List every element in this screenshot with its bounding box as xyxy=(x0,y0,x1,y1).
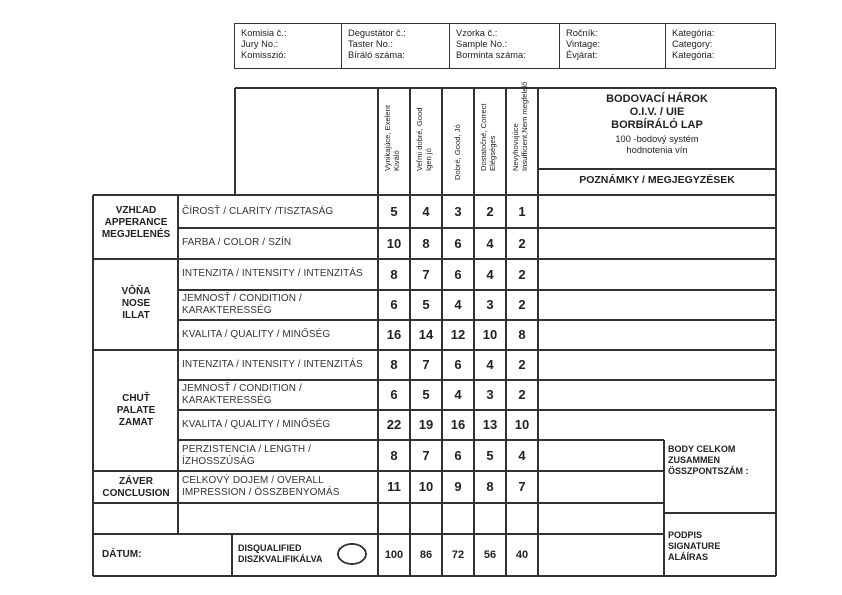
category-field[interactable] xyxy=(665,24,774,68)
vintage-field[interactable] xyxy=(559,24,665,68)
form-title-oiv: O.I.V. / UIE xyxy=(629,106,685,118)
criterion-label: FARBA / COLOR / SZÍN xyxy=(182,237,292,248)
criterion-label: ÍZHOSSZÚSÁG xyxy=(182,456,255,467)
signature-label-hu: ALÁÍRAS xyxy=(668,552,708,562)
taster-field[interactable] xyxy=(341,24,449,68)
disqualified-label-hu: DISZKVALIFIKÁLVA xyxy=(238,554,323,564)
criterion-palate-quality xyxy=(182,419,330,431)
score-option[interactable]: 6 xyxy=(390,297,398,312)
jury-label-hu: Komisszió: xyxy=(241,50,286,60)
grade-label: Dobré, Good, Jó xyxy=(453,124,462,180)
criterion-color xyxy=(182,237,291,249)
category-label-sk: Kategória: xyxy=(672,28,715,38)
score-option[interactable]: 2 xyxy=(486,204,494,219)
criterion-label: INTENZITA / INTENSITY / INTENZITÁS xyxy=(182,359,363,370)
score-option[interactable]: 2 xyxy=(518,357,526,372)
category-label: ZAMAT xyxy=(118,417,154,428)
category-label: ZÁVER xyxy=(119,476,153,487)
score-option[interactable]: 5 xyxy=(422,387,430,402)
grade-label-hu: Insufficient,Nem megfelelő xyxy=(520,81,529,171)
grade-label: Dostatočné, Correct xyxy=(479,103,488,171)
total-column-value: 40 xyxy=(515,549,529,561)
total-column-value: 56 xyxy=(483,549,497,561)
score-option[interactable]: 4 xyxy=(486,357,494,372)
criterion-label: IMPRESSION / ÖSSZBENYOMÁS xyxy=(182,487,340,498)
category-label: CHUŤ xyxy=(122,393,150,404)
score-option[interactable]: 16 xyxy=(450,417,466,432)
signature-label xyxy=(668,530,774,563)
score-option[interactable]: 8 xyxy=(518,327,526,342)
total-points-field[interactable] xyxy=(666,479,774,511)
total-column-value: 86 xyxy=(419,549,433,561)
score-option[interactable]: 22 xyxy=(386,417,402,432)
category-label-hu: Kategória: xyxy=(672,50,715,60)
criterion-label: KVALITA / QUALITY / MINŐSÉG xyxy=(182,329,331,340)
total-label-de: ZUSAMMEN xyxy=(668,455,720,465)
grade-label: Vynikajúce, Exelent xyxy=(383,105,392,171)
score-option[interactable]: 7 xyxy=(422,448,430,463)
score-option[interactable]: 7 xyxy=(422,357,430,372)
grade-label-hu: Elégséges xyxy=(488,135,497,171)
signature-label-en: SIGNATURE xyxy=(668,541,721,551)
disqualified-label-en: DISQUALIFIED xyxy=(238,543,302,553)
score-option[interactable]: 6 xyxy=(390,387,398,402)
disqualified-label xyxy=(238,543,323,565)
score-option[interactable]: 16 xyxy=(386,327,402,342)
category-label-en: Category: xyxy=(672,39,713,49)
score-option[interactable]: 9 xyxy=(454,479,462,494)
category-label: APPERANCE xyxy=(104,217,168,228)
score-option[interactable]: 8 xyxy=(422,236,430,251)
criterion-nose-condition xyxy=(182,293,302,317)
form-title-hu: BORBÍRÁLÓ LAP xyxy=(611,119,703,131)
jury-field[interactable] xyxy=(235,24,341,68)
score-option[interactable]: 14 xyxy=(418,327,434,342)
score-option[interactable]: 6 xyxy=(454,448,462,463)
grade-label-hu: Kiváló xyxy=(392,150,401,171)
criterion-label: KVALITA / QUALITY / MINŐSÉG xyxy=(182,419,331,430)
score-option[interactable]: 2 xyxy=(518,267,526,282)
jury-label-en: Jury No.: xyxy=(241,39,279,49)
criterion-label: JEMNOSŤ / CONDITION / xyxy=(182,383,302,394)
score-option[interactable]: 2 xyxy=(518,387,526,402)
criterion-label: CELKOVÝ DOJEM / OVERALL xyxy=(182,475,324,486)
criterion-length xyxy=(182,444,311,468)
score-option[interactable]: 10 xyxy=(418,479,434,494)
grade-label: Nevyhovujúce xyxy=(511,123,520,171)
score-option[interactable]: 4 xyxy=(454,387,462,402)
grade-label-hu: Igen jó xyxy=(424,148,433,171)
score-option[interactable]: 8 xyxy=(486,479,494,494)
category-label: VÔŇA xyxy=(121,286,151,297)
category-label: CONCLUSION xyxy=(102,488,170,499)
total-column-value: 72 xyxy=(451,549,465,561)
signature-label-sk: PODPIS xyxy=(668,530,703,540)
criterion-label: PERZISTENCIA / LENGTH / xyxy=(182,444,311,455)
total-points-label xyxy=(668,444,774,477)
score-option[interactable]: 10 xyxy=(386,236,402,251)
score-option[interactable]: 4 xyxy=(454,297,462,312)
score-option[interactable]: 3 xyxy=(454,204,462,219)
taster-label-en: Taster No.: xyxy=(348,39,393,49)
total-column-value: 100 xyxy=(384,549,404,561)
criterion-label: JEMNOSŤ / CONDITION / xyxy=(182,293,302,304)
score-option[interactable]: 13 xyxy=(482,417,498,432)
grade-label: Veľmi dobré, Good xyxy=(415,107,424,171)
score-option[interactable]: 2 xyxy=(518,297,526,312)
form-subtitle: 100 -bodový systém xyxy=(615,134,699,144)
criterion-label: ČÍROSŤ / CLARITY /TISZTASÁG xyxy=(182,206,334,217)
header-info-box xyxy=(234,23,776,69)
score-option[interactable]: 10 xyxy=(514,417,530,432)
vintage-label-hu: Évjárat: xyxy=(566,50,598,60)
criterion-palate-condition xyxy=(182,383,302,407)
category-label: NOSE xyxy=(121,298,151,309)
sample-field[interactable] xyxy=(449,24,559,68)
criterion-nose-intensity xyxy=(182,268,363,280)
score-option[interactable]: 1 xyxy=(518,204,526,219)
score-option[interactable]: 10 xyxy=(482,327,498,342)
score-option[interactable]: 7 xyxy=(422,267,430,282)
taster-label-sk: Degustátor č.: xyxy=(348,28,406,38)
criterion-label: INTENZITA / INTENSITY / INTENZITÁS xyxy=(182,268,363,279)
category-label: PALATE xyxy=(116,405,156,416)
criterion-nose-quality xyxy=(182,329,330,341)
criterion-overall xyxy=(182,475,340,499)
criterion-clarity xyxy=(182,206,333,218)
category-label: MEGJELENÉS xyxy=(101,229,171,240)
vintage-label-sk: Ročník: xyxy=(566,28,598,38)
score-option[interactable]: 8 xyxy=(390,267,398,282)
score-option[interactable]: 8 xyxy=(390,357,398,372)
score-option[interactable]: 11 xyxy=(387,479,401,494)
score-option[interactable]: 4 xyxy=(518,448,526,463)
score-option[interactable]: 2 xyxy=(518,236,526,251)
total-label-hu: ÖSSZPONTSZÁM : xyxy=(668,466,749,476)
sample-label-en: Sample No.: xyxy=(456,39,508,49)
score-option[interactable]: 12 xyxy=(450,327,466,342)
criterion-label: KARAKTERESSÉG xyxy=(182,305,272,316)
score-option[interactable]: 8 xyxy=(390,448,398,463)
criterion-label: KARAKTERESSÉG xyxy=(182,395,272,406)
score-table xyxy=(92,81,777,577)
total-label-sk: BODY CELKOM xyxy=(668,444,736,454)
category-label: ILLAT xyxy=(122,310,150,321)
jury-label-sk: Komisia č.: xyxy=(241,28,287,38)
score-option[interactable]: 4 xyxy=(422,204,430,219)
score-option[interactable]: 4 xyxy=(486,236,494,251)
date-label: DÁTUM: xyxy=(102,549,142,560)
category-label: VZHĽAD xyxy=(115,205,157,216)
criterion-palate-intensity xyxy=(182,359,363,371)
notes-header: POZNÁMKY / MEGJEGYZÉSEK xyxy=(579,174,735,186)
sample-label-sk: Vzorka č.: xyxy=(456,28,498,38)
score-option[interactable]: 6 xyxy=(454,267,462,282)
sample-label-hu: Borminta száma: xyxy=(456,50,526,60)
score-option[interactable]: 5 xyxy=(486,448,494,463)
score-option[interactable]: 3 xyxy=(486,297,494,312)
score-option[interactable]: 6 xyxy=(454,236,462,251)
score-option[interactable]: 19 xyxy=(418,417,434,432)
score-option[interactable]: 5 xyxy=(422,297,430,312)
vintage-label-en: Vintage: xyxy=(566,39,600,49)
score-option[interactable]: 7 xyxy=(518,479,526,494)
score-option[interactable]: 3 xyxy=(486,387,494,402)
score-option[interactable]: 6 xyxy=(454,357,462,372)
score-option[interactable]: 4 xyxy=(486,267,494,282)
form-title: BODOVACÍ HÁROK xyxy=(606,93,708,105)
form-subtitle-2: hodnotenia vín xyxy=(626,145,688,155)
taster-label-hu: Bíráló száma: xyxy=(348,50,405,60)
score-option[interactable]: 5 xyxy=(390,204,398,219)
